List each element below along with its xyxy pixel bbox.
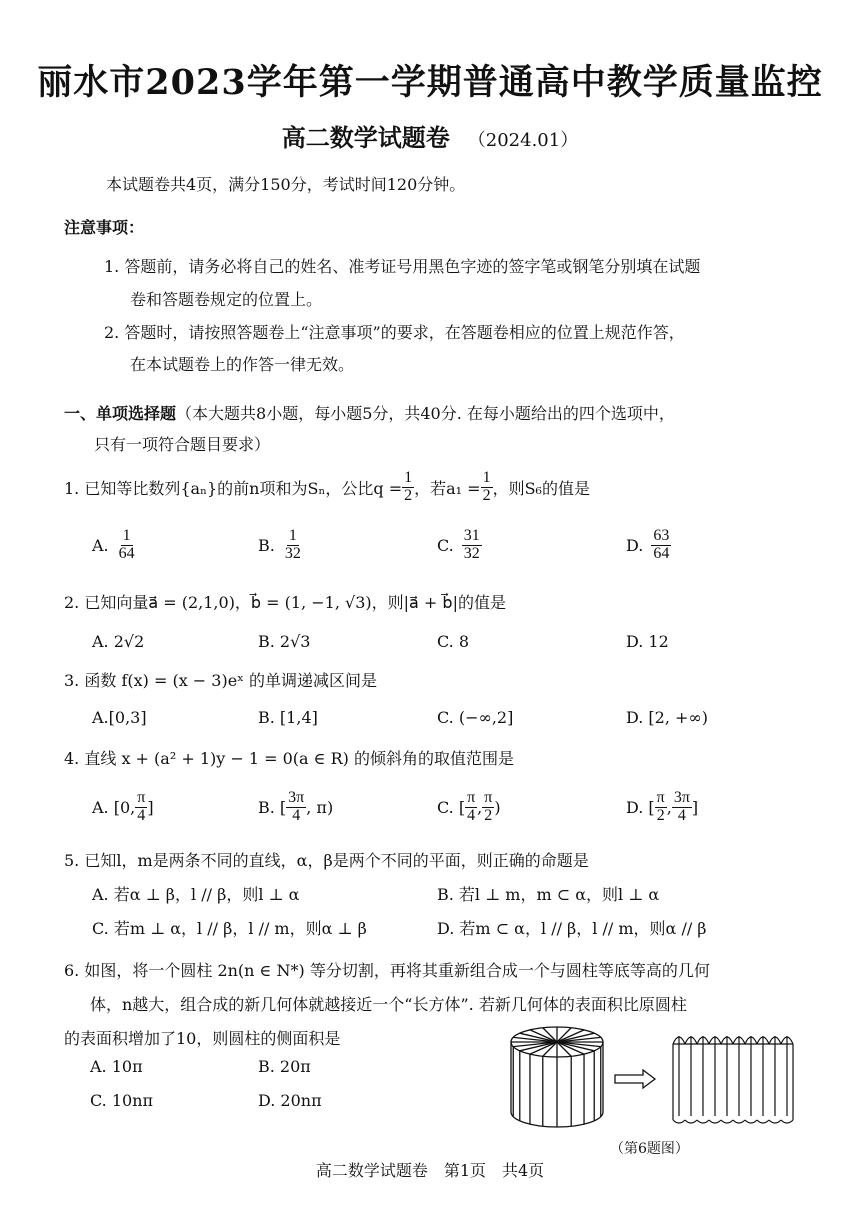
section-1-desc-cont: 只有一项符合题目要求）	[94, 435, 271, 454]
q4-option-d	[626, 790, 698, 825]
q2-option-a: A. 2√2	[92, 632, 145, 651]
fraction-den: 4	[677, 806, 686, 824]
q1-option-b	[258, 528, 303, 563]
q6-option-b: B. 20π	[258, 1057, 311, 1076]
option-separator: ,	[666, 797, 672, 817]
arrow-icon	[615, 1070, 655, 1088]
q1-a1-fraction	[481, 470, 493, 505]
option-fraction	[651, 528, 671, 563]
option-prefix: D. [	[626, 797, 655, 817]
option-fraction	[135, 790, 147, 825]
question-6-line1: 6. 如图，将一个圆柱 2n(n ∈ N*) 等分切割，再将其重新组合成一个与圆柱等底等高的几何	[64, 961, 710, 980]
option-fraction-2	[672, 790, 692, 825]
notice-item-2-line1: 2. 答题时，请按照答题卷上“注意事项”的要求，在答题卷相应的位置上规范作答，	[104, 323, 685, 342]
option-fraction-2	[482, 790, 494, 825]
q3-option-a: A.[0,3]	[92, 708, 147, 727]
q1-option-c	[437, 528, 482, 563]
fraction-num: 1	[122, 527, 131, 544]
fraction-num: 3π	[288, 789, 305, 806]
rearranged-prism-shape	[673, 1036, 793, 1123]
q2-option-d: D. 12	[626, 632, 669, 651]
q2-option-b: B. 2√3	[258, 632, 311, 651]
option-fraction	[655, 790, 667, 825]
q4-option-a	[92, 790, 154, 825]
q1-option-d	[626, 528, 671, 563]
option-suffix: ]	[691, 797, 699, 817]
option-suffix: , π)	[306, 797, 334, 817]
fraction-den: 4	[292, 806, 301, 824]
fraction-num: 1	[288, 527, 297, 544]
cylinder-figure	[505, 1022, 805, 1134]
q3-option-d: D. [2, +∞)	[626, 708, 708, 727]
question-4: 4. 直线 x + (a² + 1)y − 1 = 0(a ∈ R) 的倾斜角的取值范围是	[64, 749, 514, 768]
question-3: 3. 函数 f(x) = (x − 3)eˣ 的单调递减区间是	[64, 671, 378, 690]
fraction-den: 2	[404, 486, 413, 504]
exam-title: 丽水市2023学年第一学期普通高中教学质量监控	[37, 62, 823, 103]
fraction-num: 63	[653, 527, 670, 544]
question-2: 2. 已知向量a⃗ = (2,1,0)，b⃗ = (1, −1, √3)，则|a⃗ + b⃗|的值是	[64, 593, 506, 612]
notice-heading: 注意事项：	[64, 218, 145, 237]
option-prefix: C. [	[437, 797, 466, 817]
cylinder-shape	[511, 1027, 603, 1127]
option-label: D.	[626, 535, 644, 555]
figure-caption: （第6题图）	[610, 1141, 689, 1157]
fraction-den: 64	[118, 544, 135, 562]
fraction-den: 4	[467, 806, 476, 824]
question-6-line3: 的表面积增加了10，则圆柱的侧面积是	[64, 1029, 341, 1048]
q4-option-b	[258, 790, 333, 825]
fraction-num: 1	[404, 469, 413, 486]
fraction-den: 2	[482, 486, 491, 504]
option-fraction	[286, 790, 306, 825]
q3-option-c: C. (−∞,2]	[437, 708, 514, 727]
fraction-num: π	[467, 789, 476, 806]
question-1	[64, 470, 590, 505]
q1-text-a: 1. 已知等比数列{aₙ}的前n项和为Sₙ，公比q =	[64, 478, 403, 498]
fraction-den: 2	[484, 806, 493, 824]
notice-item-2-line2: 在本试题卷上的作答一律无效。	[130, 355, 355, 374]
notice-item-1-line1: 1. 答题前，请务必将自己的姓名、准考证号用黑色字迹的签字笔或钢笔分别填在试题	[104, 257, 701, 276]
q6-option-a: A. 10π	[90, 1057, 143, 1076]
option-prefix: A. [0,	[92, 797, 136, 817]
fraction-num: π	[484, 789, 493, 806]
fraction-den: 64	[653, 544, 670, 562]
exam-date: （2024.01）	[467, 130, 579, 151]
page-footer: 高二数学试题卷 第1页 共4页	[315, 1161, 545, 1180]
fraction-num: 3π	[673, 789, 690, 806]
option-fraction	[117, 528, 137, 563]
option-suffix: ]	[147, 797, 154, 817]
q5-option-d: D. 若m ⊂ α，l // β，l // m，则α // β	[437, 919, 707, 938]
option-separator: ,	[477, 797, 483, 817]
exam-subtitle	[0, 118, 860, 153]
question-5: 5. 已知l，m是两条不同的直线，α，β是两个不同的平面，则正确的命题是	[64, 851, 589, 870]
q1-text-b: ，若a₁ =	[414, 478, 481, 498]
fraction-num: π	[656, 789, 665, 806]
section-1-label: 一、单项选择题	[64, 404, 177, 423]
option-label: C.	[437, 535, 454, 555]
section-1-desc: （本大题共8小题，每小题5分，共40分. 在每小题给出的四个选项中，	[176, 404, 675, 423]
q5-option-b: B. 若l ⊥ m，m ⊂ α，则l ⊥ α	[437, 885, 660, 904]
option-suffix: )	[494, 797, 501, 817]
option-fraction	[283, 528, 303, 563]
q1-ratio-fraction	[402, 470, 414, 505]
option-label: B.	[258, 535, 275, 555]
fraction-den: 2	[656, 806, 665, 824]
section-1-heading	[64, 401, 675, 424]
fraction-num: 1	[482, 469, 491, 486]
fraction-den: 32	[463, 544, 480, 562]
q6-option-c: C. 10nπ	[90, 1091, 154, 1110]
option-prefix: B. [	[258, 797, 287, 817]
q4-option-c	[437, 790, 501, 825]
question-6-line2: 体，n越大，组合成的新几何体就越接近一个“长方体”. 若新几何体的表面积比原圆柱	[90, 995, 687, 1014]
option-fraction	[462, 528, 482, 563]
q1-option-a	[92, 528, 137, 563]
intro-text: 本试题卷共4页，满分150分，考试时间120分钟。	[106, 175, 466, 194]
q1-text-c: ，则S₆的值是	[492, 478, 590, 498]
fraction-den: 4	[137, 806, 146, 824]
option-label: A.	[92, 535, 109, 555]
q6-option-d: D. 20nπ	[258, 1091, 322, 1110]
fraction-den: 32	[284, 544, 301, 562]
option-fraction	[465, 790, 477, 825]
subtitle-text: 高二数学试题卷	[281, 123, 450, 152]
fraction-num: 31	[463, 527, 480, 544]
q5-option-a: A. 若α ⊥ β，l // β，则l ⊥ α	[92, 885, 300, 904]
q5-option-c: C. 若m ⊥ α，l // β，l // m，则α ⊥ β	[92, 919, 367, 938]
q2-option-c: C. 8	[437, 632, 470, 651]
fraction-num: π	[137, 789, 146, 806]
notice-item-1-line2: 卷和答题卷规定的位置上。	[130, 290, 323, 309]
q3-option-b: B. [1,4]	[258, 708, 318, 727]
